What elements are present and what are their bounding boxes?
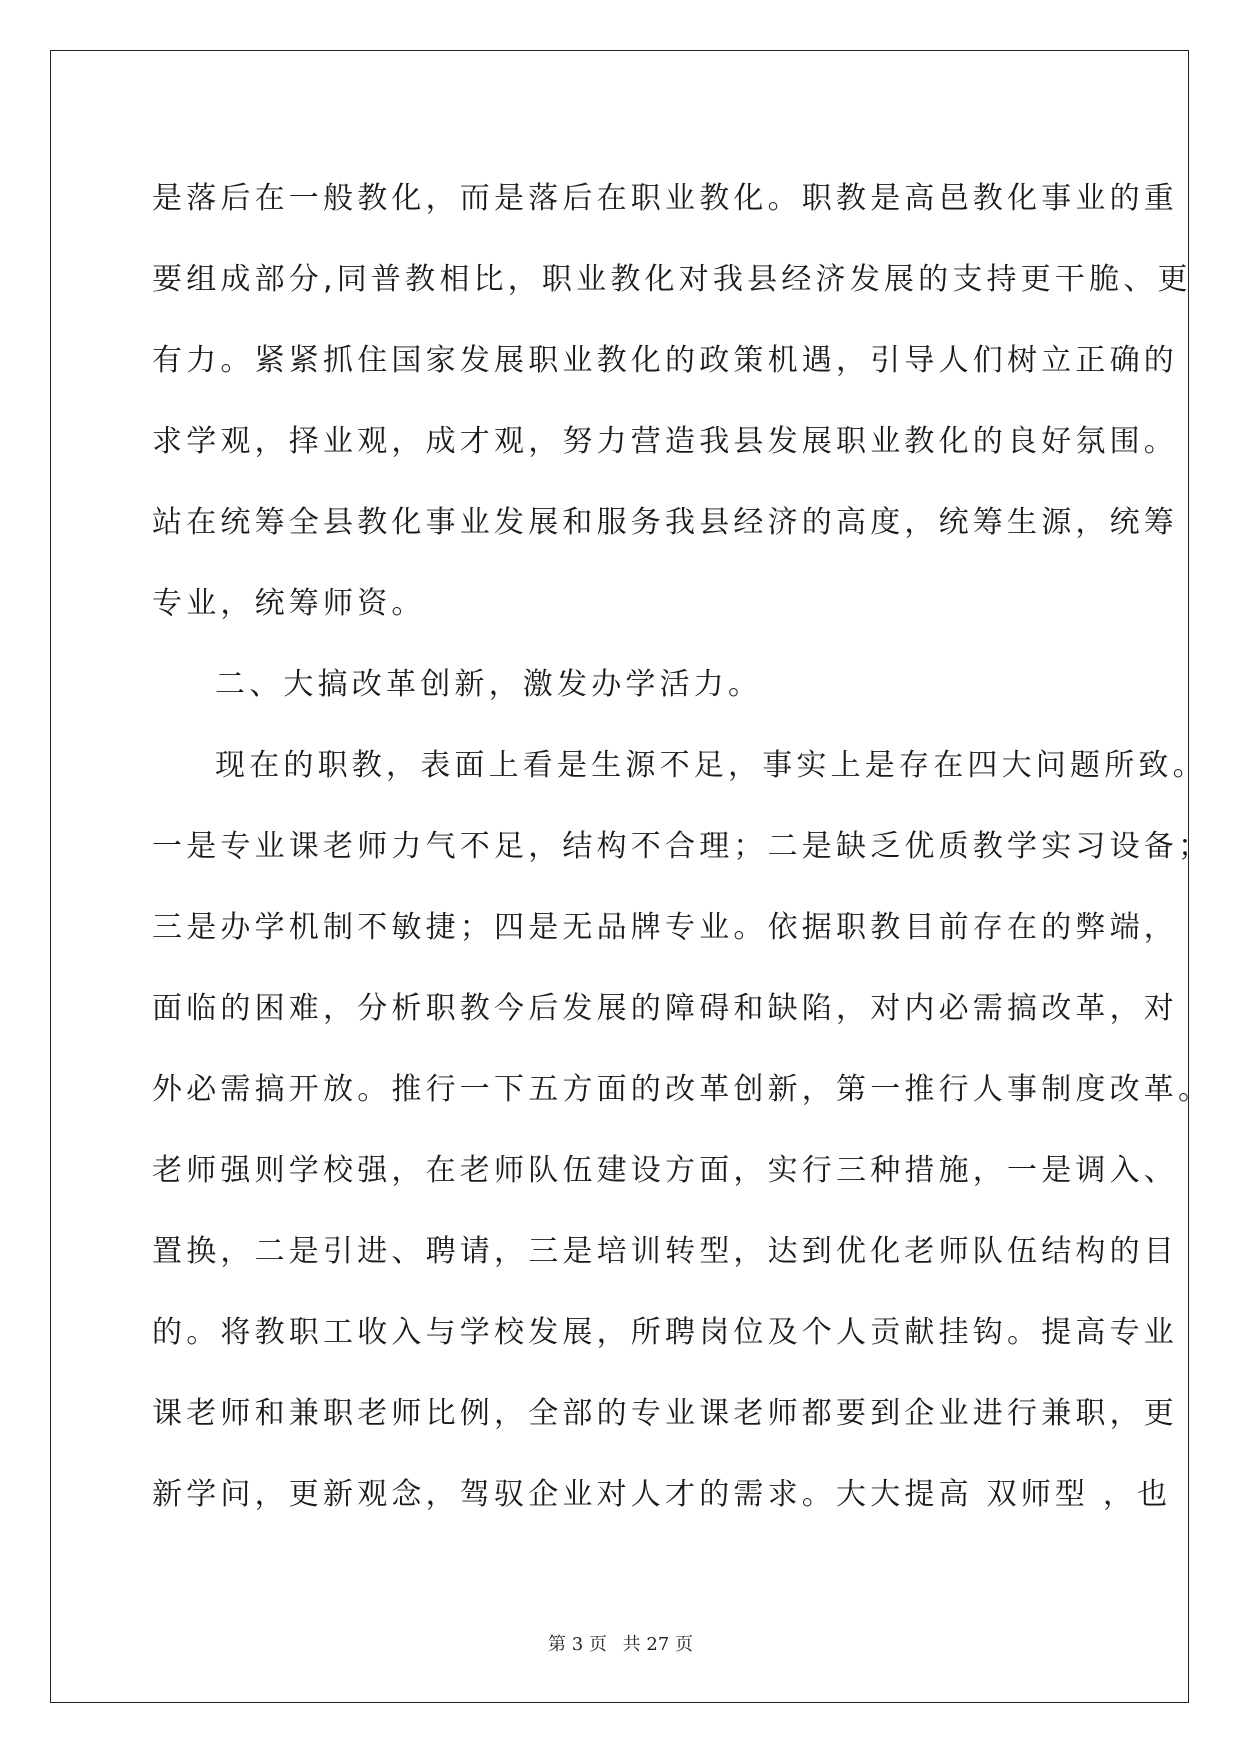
body-line: 置换，二是引进、聘请，三是培训转型，达到优化老师队伍结构的目	[152, 1234, 1178, 1269]
body-line: 求学观，择业观，成才观，努力营造我县发展职业教化的良好氛围。	[152, 424, 1178, 459]
body-line: 现在的职教，表面上看是生源不足，事实上是存在四大问题所致。	[215, 748, 1207, 783]
body-line: 课老师和兼职老师比例，全部的专业课老师都要到企业进行兼职，更	[152, 1396, 1178, 1431]
body-line: 老师强则学校强，在老师队伍建设方面，实行三种措施，一是调入、	[152, 1153, 1178, 1188]
body-line: 的。将教职工收入与学校发展，所聘岗位及个人贡献挂钩。提高专业	[152, 1315, 1178, 1350]
body-line: 新学问，更新观念，驾驭企业对人才的需求。大大提高 双师型 ，也	[152, 1477, 1172, 1512]
body-line: 站在统筹全县教化事业发展和服务我县经济的高度，统筹生源，统筹	[152, 505, 1178, 540]
page-total: 共 27 页	[622, 1634, 693, 1655]
body-line: 面临的困难，分析职教今后发展的障碍和缺陷，对内必需搞改革，对	[152, 991, 1178, 1026]
body-line: 要组成部分,同普教相比，职业教化对我县经济发展的支持更干脆、更	[152, 262, 1192, 297]
body-line: 外必需搞开放。推行一下五方面的改革创新，第一推行人事制度改革。	[152, 1072, 1213, 1107]
body-line: 专业，统筹师资。	[152, 586, 426, 621]
document-body	[152, 158, 1213, 1535]
page-footer	[0, 1630, 1241, 1656]
section-heading: 二、大搞改革创新，激发办学活力。	[215, 667, 763, 702]
body-line: 三是办学机制不敏捷；四是无品牌专业。依据职教目前存在的弊端，	[152, 910, 1178, 945]
page-number: 第 3 页	[548, 1634, 607, 1655]
body-line: 有力。紧紧抓住国家发展职业教化的政策机遇，引导人们树立正确的	[152, 343, 1178, 378]
body-line: 是落后在一般教化，而是落后在职业教化。职教是高邑教化事业的重	[152, 181, 1178, 216]
body-line: 一是专业课老师力气不足，结构不合理；二是缺乏优质教学实习设备；	[152, 829, 1213, 864]
